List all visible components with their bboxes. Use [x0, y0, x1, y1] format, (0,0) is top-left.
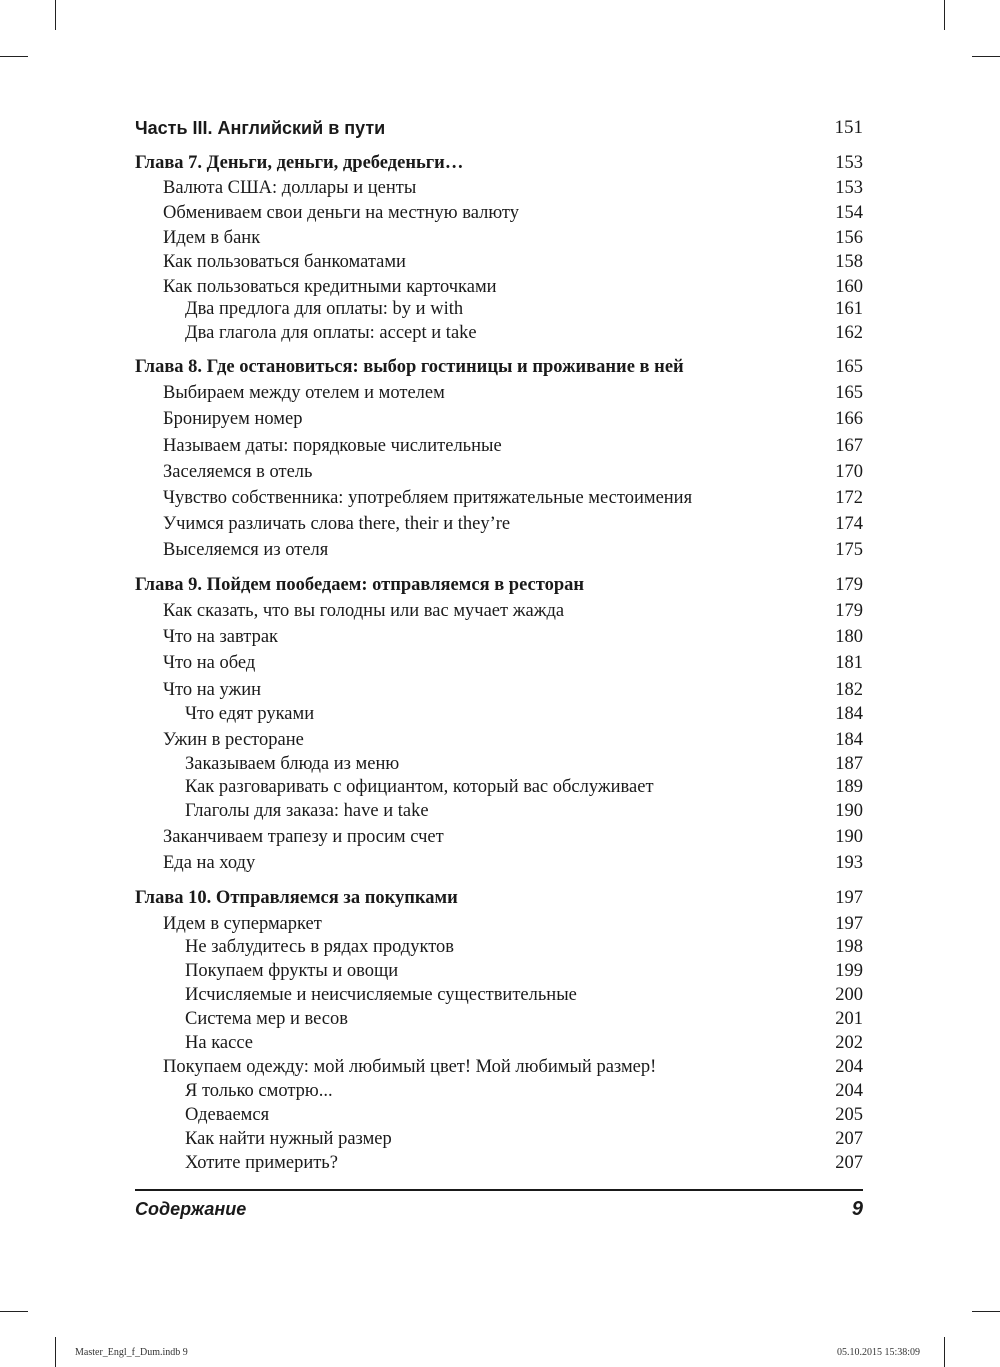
toc-entry: [135, 250, 863, 274]
toc-title: Глава 10. Отправляемся за покупками: [135, 888, 458, 908]
toc-title: Часть III. Английский в пути: [135, 118, 386, 138]
toc-page-number: 190: [835, 827, 863, 847]
toc-page-number: 193: [835, 853, 863, 873]
toc-page-number: 198: [835, 937, 863, 957]
toc-title: Глава 8. Где остановиться: выбор гостиницы и проживание в ней: [135, 357, 684, 377]
toc-title: Обмениваем свои деньги на местную валюту: [163, 203, 519, 223]
toc-page-number: 166: [835, 409, 863, 429]
toc-title: Как пользоваться банкоматами: [163, 252, 406, 272]
toc-title: Одеваемся: [185, 1105, 270, 1125]
toc-title: Ужин в ресторане: [163, 730, 304, 750]
toc-page-number: 170: [835, 462, 863, 482]
toc-title: Покупаем одежду: мой любимый цвет! Мой любимый размер!: [163, 1057, 657, 1077]
toc-entry: [135, 1103, 863, 1127]
toc-title: Выселяемся из отеля: [163, 540, 329, 560]
toc-title: Исчисляемые и неисчисляемые существительные: [185, 985, 577, 1005]
toc-entry: [135, 678, 863, 702]
slug-file: Master_Engl_f_Dum.indb 9: [75, 1347, 188, 1358]
toc-page-number: 197: [835, 914, 863, 934]
toc-entry: [135, 275, 863, 299]
toc-entry: [135, 799, 863, 823]
toc-entry: [135, 201, 863, 225]
toc-title: Заканчиваем трапезу и просим счет: [163, 827, 444, 847]
toc-page-number: 156: [835, 228, 863, 248]
toc-entry: [135, 728, 863, 752]
toc-page-number: 207: [835, 1129, 863, 1149]
toc-title: Что на ужин: [163, 680, 262, 700]
toc-title: Два глагола для оплаты: accept и take: [185, 323, 477, 343]
toc-entry: [135, 752, 863, 776]
toc-chapter: [135, 886, 863, 910]
footer-page-number: 9: [851, 1198, 863, 1220]
toc-page-number: 154: [835, 203, 863, 223]
toc-page-number: 160: [835, 277, 863, 297]
toc-chapter: [135, 355, 863, 379]
toc-entry: [135, 651, 863, 675]
toc-title: Что едят руками: [185, 704, 315, 724]
toc-page-number: 204: [835, 1081, 863, 1101]
toc-title: Как пользоваться кредитными карточками: [163, 277, 497, 297]
toc-title: Выбираем между отелем и мотелем: [163, 383, 445, 403]
toc-title: Два предлога для оплаты: by и with: [185, 299, 464, 319]
toc-part: [135, 116, 863, 140]
toc-title: Чувство собственника: употребляем притяжательные местоимения: [163, 488, 693, 508]
toc-title: Называем даты: порядковые числительные: [163, 436, 502, 456]
toc-page-number: 200: [835, 985, 863, 1005]
toc-entry: [135, 825, 863, 849]
toc-page-number: 207: [835, 1153, 863, 1173]
toc-title: Покупаем фрукты и овощи: [185, 961, 399, 981]
toc-page-number: 180: [835, 627, 863, 647]
toc-entry: [135, 912, 863, 936]
toc-page-number: 172: [835, 488, 863, 508]
toc-page-number: 190: [835, 801, 863, 821]
toc-entry: [135, 775, 863, 799]
toc-title: Не заблудитесь в рядах продуктов: [185, 937, 455, 957]
toc-entry: [135, 1151, 863, 1175]
toc-page-number: 184: [835, 730, 863, 750]
toc-title: Что на обед: [163, 653, 256, 673]
toc-page-number: 204: [835, 1057, 863, 1077]
toc-chapter: [135, 151, 863, 175]
toc-title: Хотите примерить?: [185, 1153, 338, 1173]
toc-title: Учимся различать слова there, their и they’re: [163, 514, 511, 534]
toc-page-number: 205: [835, 1105, 863, 1125]
toc-page-number: 182: [835, 680, 863, 700]
toc-entry: [135, 226, 863, 250]
toc-entry: [135, 625, 863, 649]
toc-entry: [135, 321, 863, 345]
toc-title: Как найти нужный размер: [185, 1129, 392, 1149]
toc-page-number: 151: [834, 117, 863, 138]
toc-title: Глава 7. Деньги, деньги, дребеденьги…: [135, 153, 464, 173]
toc-entry: [135, 851, 863, 875]
toc-title: Идем в супермаркет: [163, 914, 322, 934]
toc-title: Идем в банк: [163, 228, 261, 248]
toc-title: Валюта США: доллары и центы: [163, 178, 417, 198]
toc-title: Еда на ходу: [163, 853, 256, 873]
toc-page-number: 181: [835, 653, 863, 673]
toc-entry: [135, 1055, 863, 1079]
toc-page-number: 165: [835, 357, 863, 377]
toc-title: Глаголы для заказа: have и take: [185, 801, 429, 821]
toc-entry: [135, 1079, 863, 1103]
toc-page-number: 199: [835, 961, 863, 981]
toc-entry: [135, 381, 863, 405]
slug-timestamp: 05.10.2015 15:38:09: [836, 1347, 920, 1358]
toc-page-number: 187: [835, 754, 863, 774]
toc-entry: [135, 407, 863, 431]
toc-page-number: 179: [835, 601, 863, 621]
toc-entry: [135, 1007, 863, 1031]
toc-chapter: [135, 573, 863, 597]
toc-entry: [135, 512, 863, 536]
toc-entry: [135, 538, 863, 562]
toc-page-number: 201: [835, 1009, 863, 1029]
toc-page-number: 174: [835, 514, 863, 534]
toc-page-number: 161: [835, 299, 863, 319]
toc-title: Бронируем номер: [163, 409, 303, 429]
toc-title: На кассе: [185, 1033, 253, 1053]
toc-entry: [135, 1127, 863, 1151]
toc-title: Как сказать, что вы голодны или вас мучает жажда: [163, 601, 565, 621]
toc-title: Как разговаривать с официантом, который вас обслуживает: [185, 777, 654, 797]
toc-page-number: 184: [835, 704, 863, 724]
toc-entry: [135, 460, 863, 484]
toc-title: Заселяемся в отель: [163, 462, 313, 482]
toc-page-number: 153: [835, 153, 863, 173]
toc-page-number: 175: [835, 540, 863, 560]
toc-entry: [135, 959, 863, 983]
toc-entry: [135, 486, 863, 510]
toc-page-number: 202: [835, 1033, 863, 1053]
toc-title: Я только смотрю...: [185, 1081, 333, 1101]
toc-entry: [135, 176, 863, 200]
toc-entry: [135, 599, 863, 623]
toc-page-number: 153: [835, 178, 863, 198]
toc-entry: [135, 935, 863, 959]
toc-page-number: 165: [835, 383, 863, 403]
toc-entry: [135, 983, 863, 1007]
toc-page-number: 167: [835, 436, 863, 456]
toc-title: Заказываем блюда из меню: [185, 754, 400, 774]
toc-page-number: 189: [835, 777, 863, 797]
footer-rule: [135, 1189, 863, 1191]
toc-entry: [135, 434, 863, 458]
toc-title: Что на завтрак: [163, 627, 279, 647]
toc-page-number: 179: [835, 575, 863, 595]
footer-section-title: Содержание: [135, 1199, 247, 1219]
toc-page-number: 162: [835, 323, 863, 343]
toc-page-number: 197: [835, 888, 863, 908]
toc-entry: [135, 702, 863, 726]
toc-page-number: 158: [835, 252, 863, 272]
toc-title: Система мер и весов: [185, 1009, 348, 1029]
toc-entry: [135, 1031, 863, 1055]
toc-title: Глава 9. Пойдем пообедаем: отправляемся в ресторан: [135, 575, 585, 595]
toc-entry: [135, 297, 863, 321]
